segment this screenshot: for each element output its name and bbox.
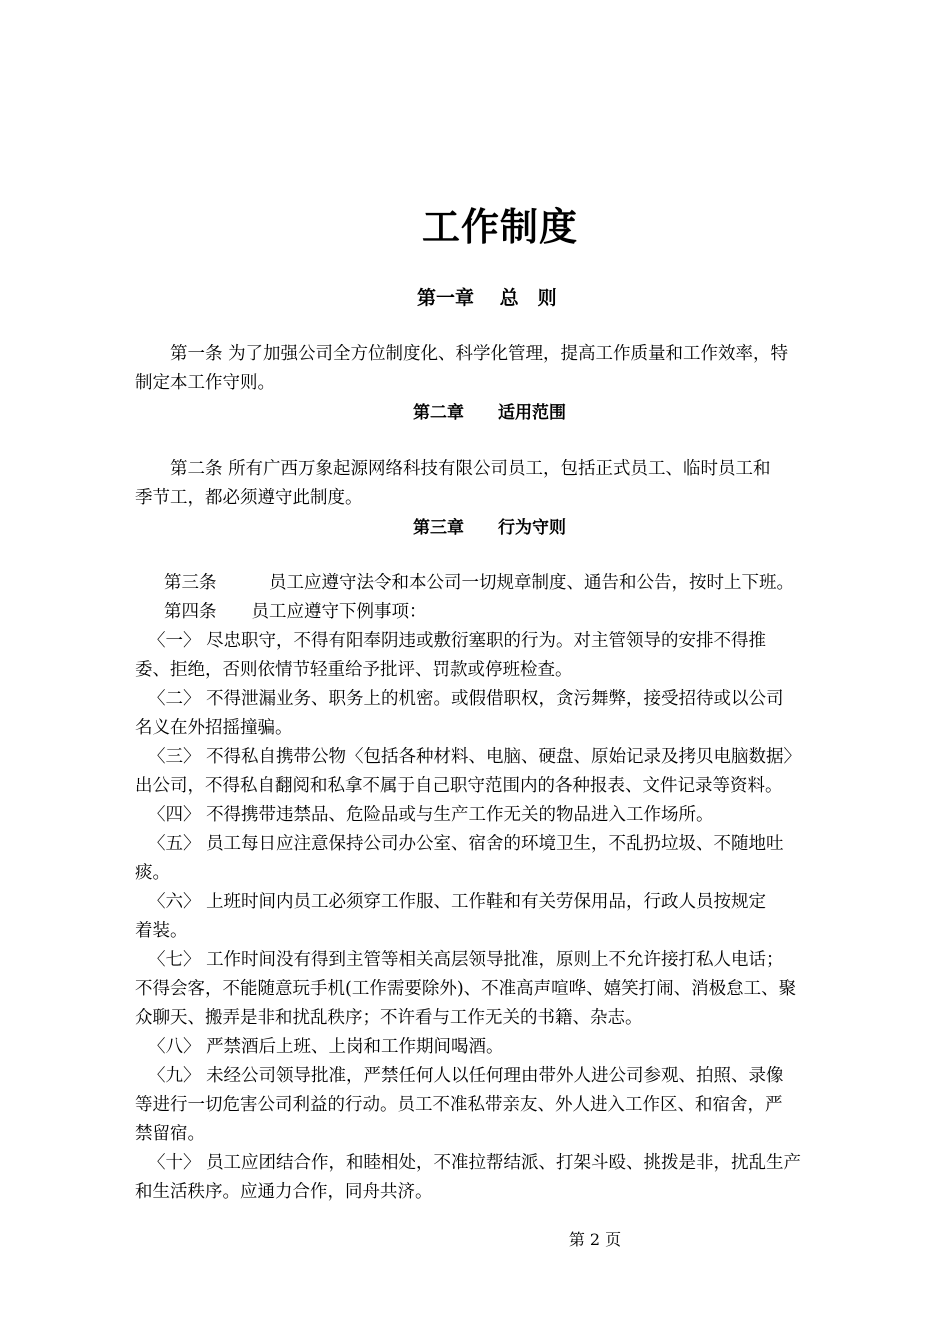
item-5-line-1: 〈五〉 员工每日应注意保持公司办公室、宿舍的环境卫生，不乱扔垃圾、不随地吐	[148, 834, 784, 854]
article-4-items	[135, 627, 835, 1207]
item-4-line-1: 〈四〉 不得携带违禁品、危险品或与生产工作无关的物品进入工作场所。	[148, 805, 714, 825]
item-3-line-1: 〈三〉 不得私自携带公物〈包括各种材料、电脑、硬盘、原始记录及拷贝电脑数据〉	[148, 747, 802, 767]
page-number: 第 2 页	[568, 1230, 622, 1249]
article-1-line-2: 制定本工作守则。	[135, 373, 275, 393]
item-10-line-2: 和生活秩序。应通力合作，同舟共济。	[135, 1182, 433, 1202]
article-2-line-2: 季节工，都必须遵守此制度。	[135, 488, 363, 508]
article-3	[135, 569, 835, 627]
item-1-line-1: 〈一〉 尽忠职守，不得有阳奉阴违或敷衍塞职的行为。对主管领导的安排不得推	[148, 631, 767, 651]
item-9-line-1: 〈九〉 未经公司领导批准，严禁任何人以任何理由带外人进公司参观、拍照、录像	[148, 1066, 784, 1086]
item-2-line-2: 名义在外招摇撞骗。	[135, 718, 293, 738]
item-1-line-2: 委、拒绝，否则依情节轻重给予批评、罚款或停班检查。	[135, 660, 573, 680]
item-5-line-2: 痰。	[135, 863, 170, 883]
article-2-line-1: 第二条 所有广西万象起源网络科技有限公司员工，包括正式员工、临时员工和	[170, 459, 771, 479]
item-7-line-1: 〈七〉 工作时间没有得到主管等相关高层领导批准，原则上不允许接打私人电话；	[148, 950, 784, 970]
document-title: 工作制度	[421, 205, 578, 249]
article-1	[135, 340, 835, 398]
article-1-line-1: 第一条 为了加强公司全方位制度化、科学化管理，提高工作质量和工作效率，特	[170, 344, 789, 364]
article-4-line: 第四条 员工应遵守下例事项：	[164, 602, 427, 622]
item-9-line-2: 等进行一切危害公司利益的行动。员工不准私带亲友、外人进入工作区、和宿舍，严	[135, 1095, 783, 1115]
item-7-line-3: 众聊天、搬弄是非和扰乱秩序；不许看与工作无关的书籍、杂志。	[135, 1008, 643, 1028]
item-9-line-3: 禁留宿。	[135, 1124, 205, 1144]
item-10-line-1: 〈十〉 员工应团结合作，和睦相处，不准拉帮结派、打架斗殴、挑拨是非，扰乱生产	[148, 1153, 802, 1173]
chapter-2-heading: 第二章 适用范围	[413, 403, 566, 423]
article-2	[135, 455, 835, 513]
item-8-line-1: 〈八〉 严禁酒后上班、上岗和工作期间喝酒。	[148, 1037, 504, 1057]
item-2-line-1: 〈二〉 不得泄漏业务、职务上的机密。或假借职权，贪污舞弊，接受招待或以公司	[148, 689, 784, 709]
item-6-line-1: 〈六〉 上班时间内员工必须穿工作服、工作鞋和有关劳保用品，行政人员按规定	[148, 892, 767, 912]
chapter-3-heading: 第三章 行为守则	[413, 518, 566, 538]
chapter-1-heading: 第一章 总 则	[417, 287, 557, 309]
item-6-line-2: 着装。	[135, 921, 188, 941]
article-3-line: 第三条 员工应遵守法令和本公司一切规章制度、通告和公告，按时上下班。	[164, 573, 794, 593]
item-3-line-2: 出公司，不得私自翻阅和私拿不属于自己职守范围内的各种报表、文件记录等资料。	[135, 776, 783, 796]
item-7-line-2: 不得会客，不能随意玩手机(工作需要除外)、不准高声喧哗、嬉笑打闹、消极怠工、聚	[135, 979, 797, 999]
